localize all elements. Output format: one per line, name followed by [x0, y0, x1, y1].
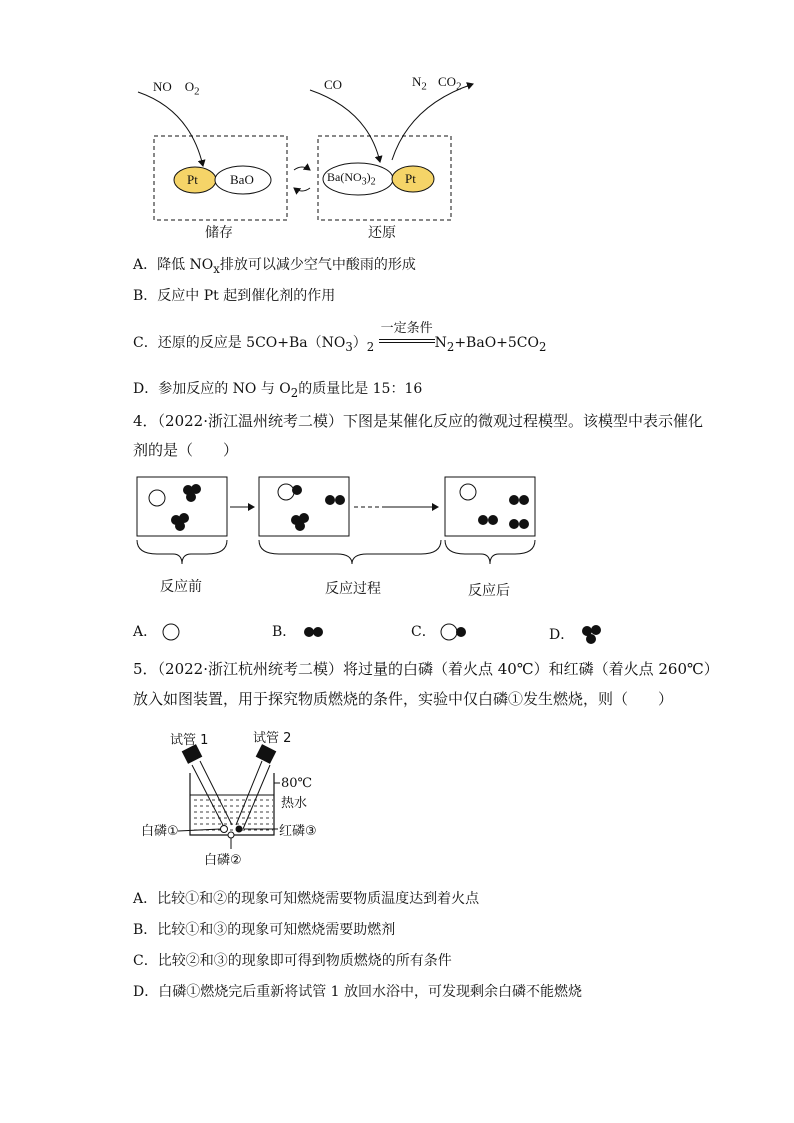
q4-reaction-model-figure: [130, 470, 550, 575]
fig-reduction-caption: 还原: [368, 225, 396, 241]
q5-option-d[interactable]: D．白磷①燃烧完后重新将试管 1 放回水浴中，可发现剩余白磷不能燃烧: [133, 984, 583, 1000]
q4-option-b[interactable]: B．: [272, 623, 327, 641]
tube1-label: 试管 1: [170, 733, 209, 748]
q3-option-d[interactable]: D．参加反应的 NO 与 $O_2$的质量比是 15：16: [133, 381, 423, 400]
q5-option-c[interactable]: C．比较②和③的现象即可得到物质燃烧的所有条件: [133, 953, 452, 969]
two-black-circles-icon: [301, 623, 327, 641]
q4-label-before: 反应前: [160, 579, 202, 595]
fig-storage-caption: 储存: [205, 225, 233, 241]
fig-pt-right-label: Pt: [405, 171, 416, 186]
white-black-circles-icon: [440, 623, 470, 641]
fig-bao-label: BaO: [230, 172, 254, 187]
q3-option-b[interactable]: B．反应中 Pt 起到催化剂的作用: [133, 288, 336, 304]
q5-option-a[interactable]: A．比较①和②的现象可知燃烧需要物质温度达到着火点: [133, 891, 480, 907]
q3-option-a[interactable]: A．降低 $NO_x$排放可以减少空气中酸雨的形成: [133, 257, 416, 276]
q5-stem-line1: 5．（2022·浙江杭州统考二模）将过量的白磷（着火点 40℃）和红磷（着火点 260℃）: [133, 660, 719, 678]
q4-label-process: 反应过程: [325, 581, 381, 597]
q4-stem-line1: 4．（2022·浙江温州统考二模）下图是某催化反应的微观过程模型。该模型中表示催化: [133, 412, 703, 430]
fig-pt-left-label: Pt: [187, 172, 198, 187]
q4-option-d[interactable]: D．: [549, 623, 605, 647]
hot-water: [191, 795, 273, 834]
fig-ba-no3-label: $Ba(NO_3)_2$: [327, 170, 376, 188]
white-circle-icon: [162, 623, 182, 641]
co-arrow: [310, 90, 380, 162]
white-phosphorus-2-label: 白磷②: [204, 853, 242, 868]
q4-stem-line2: 剂的是（ ）: [133, 441, 239, 459]
q3-option-c[interactable]: C．还原的反应是 $5CO+Ba(NO_3)_2$ 一定条件 $N_2+BaO+5CO_2$: [133, 321, 547, 354]
fig-n2-label: $N_2$: [412, 74, 427, 93]
no-o2-arrow: [138, 92, 203, 166]
three-black-circles-icon: [579, 623, 605, 647]
q5-option-b[interactable]: B．比较①和③的现象可知燃烧需要助燃剂: [133, 922, 396, 938]
temp-label: 80℃: [281, 776, 313, 791]
q4-option-a[interactable]: A．: [133, 623, 182, 641]
fig-co2-label: $CO_2$: [438, 74, 462, 93]
fig-in-right-label: CO: [324, 77, 343, 92]
q5-stem-line2: 放入如图装置，用于探究物质燃烧的条件，实验中仅白磷①发生燃烧，则（ ）: [133, 690, 674, 708]
white-phosphorus-1-label: 白磷①: [141, 824, 179, 839]
red-phosphorus-3-label: 红磷③: [279, 824, 317, 839]
fig-in-left-label: NO $O_2$: [153, 79, 200, 98]
n2-co2-arrow: [392, 84, 473, 160]
q4-option-c[interactable]: C．: [411, 623, 470, 641]
q4-label-after: 反应后: [468, 583, 510, 599]
tube2-label: 试管 2: [253, 731, 292, 746]
hot-water-label: 热水: [281, 796, 308, 811]
q4-model-diagram: [130, 470, 550, 575]
reaction-condition: 一定条件: [379, 334, 435, 352]
